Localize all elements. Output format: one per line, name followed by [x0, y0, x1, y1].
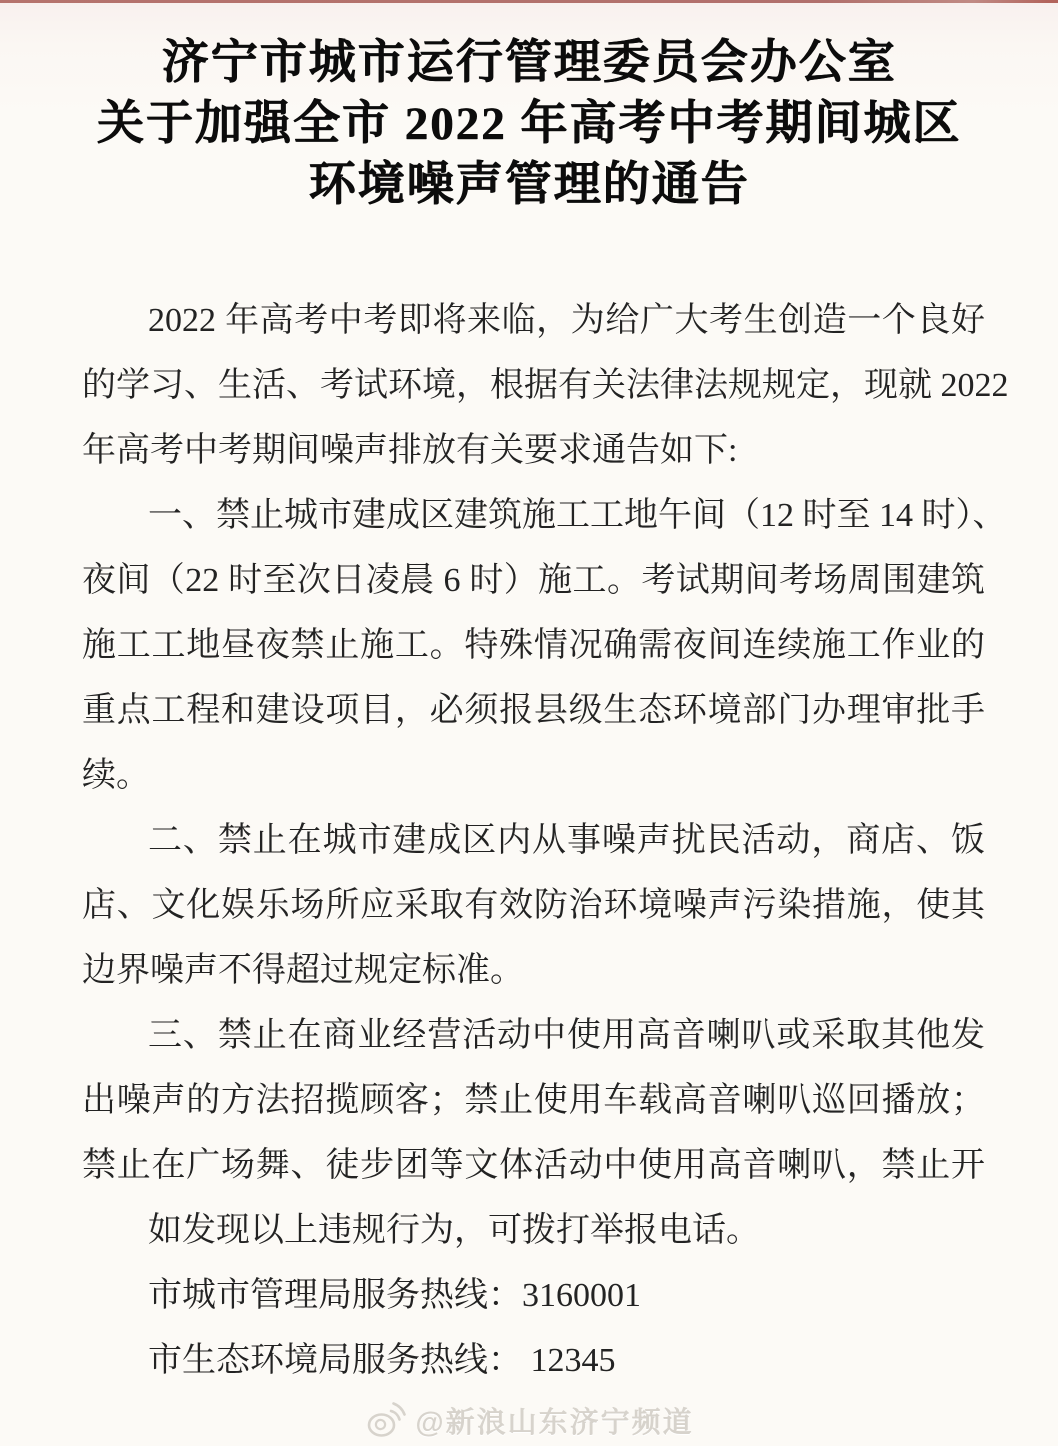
body-line: 出噪声的方法招揽顾客；禁止使用车载高音喇叭巡回播放；: [82, 1082, 985, 1119]
title-line-3: 环境噪声管理的通告: [308, 159, 750, 211]
scan-edge-line: [0, 0, 1058, 3]
hotline-city-management: 市城市管理局服务热线：3160001: [148, 1277, 641, 1314]
weibo-icon: [364, 1398, 408, 1442]
body-line: 边界噪声不得超过规定标准。: [82, 952, 524, 989]
title-line-2: 关于加强全市 2022 年高考中考期间城区: [96, 98, 962, 150]
body-line: 夜间（22 时至次日凌晨 6 时）施工。考试期间考场周围建筑: [82, 562, 985, 599]
body-line: 年高考中考期间噪声排放有关要求通告如下:: [82, 432, 738, 469]
body-line: 店、文化娱乐场所应采取有效防治环境噪声污染措施，使其: [82, 887, 985, 924]
body-line-item-3: 三、禁止在商业经营活动中使用高音喇叭或采取其他发: [148, 1017, 985, 1054]
report-instruction-line: 如发现以上违规行为，可拨打举报电话。: [148, 1212, 760, 1249]
body-line-item-2: 二、禁止在城市建成区内从事噪声扰民活动，商店、饭: [148, 822, 985, 859]
title-line-1: 济宁市城市运行管理委员会办公室: [161, 37, 897, 89]
body-line: 的学习、生活、考试环境，根据有关法律法规规定，现就 2022: [82, 367, 1009, 404]
body-line: 重点工程和建设项目，必须报县级生态环境部门办理审批手: [82, 692, 985, 729]
body-line-item-1: 一、禁止城市建成区建筑施工工地午间（12 时至 14 时）、: [148, 497, 1007, 534]
body-line: 续。: [82, 757, 150, 794]
watermark-handle: @新浪山东济宁频道: [415, 1406, 694, 1439]
watermark: [0, 1398, 1058, 1442]
body-line: 禁止在广场舞、徒步团等文体活动中使用高音喇叭，禁止开: [82, 1147, 985, 1184]
notice-body: [82, 288, 1009, 1393]
body-line: 2022 年高考中考即将来临，为给广大考生创造一个良好: [148, 302, 985, 339]
body-line: 施工工地昼夜禁止施工。特殊情况确需夜间连续施工作业的: [82, 627, 985, 664]
notice-title: [0, 33, 1058, 216]
hotline-eco-environment: 市生态环境局服务热线： 12345: [148, 1342, 616, 1379]
